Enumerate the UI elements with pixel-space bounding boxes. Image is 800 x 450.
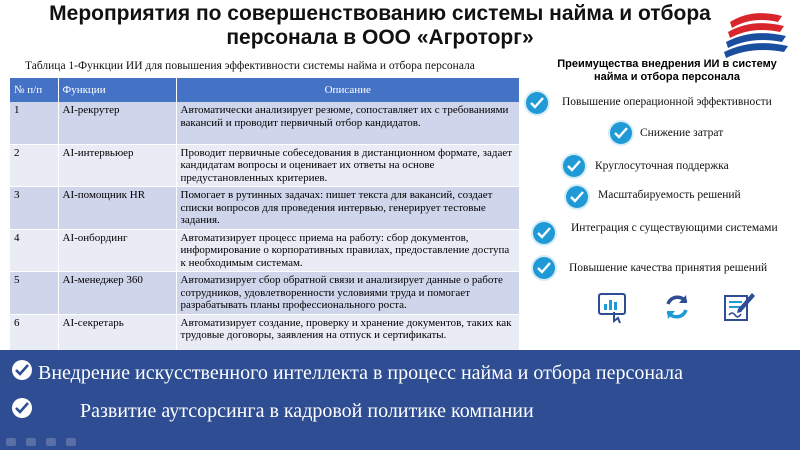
row-description: Автоматизирует создание, проверку и хранение документов, таких как трудовые договоры, заявления на отпуск и сертификаты. [176, 314, 520, 356]
row-function: AI-секретарь [58, 314, 176, 356]
row-function: AI-онбординг [58, 229, 176, 272]
company-logo [722, 6, 790, 60]
table-row [10, 229, 520, 272]
header-description: Описание [176, 78, 520, 102]
advantage-label: Снижение затрат [640, 127, 724, 139]
row-num: 2 [10, 144, 58, 187]
row-description: Помогает в рутинных задачах: пишет текста для вакансий, создает списки вопросов для проведения интервью, генерирует тестовые задания. [176, 187, 520, 230]
row-function: AI-менеджер 360 [58, 272, 176, 315]
table-header-row [10, 78, 520, 102]
row-description: Проводит первичные собеседования в дистанционном формате, задает кандидатам вопросы и оценивает их ответы на основе предустановленных критериев. [176, 144, 520, 187]
check-icon [533, 257, 555, 279]
header-num: № п/п [10, 78, 58, 102]
advantage-label: Масштабируемость решений [598, 189, 741, 201]
slide-controls[interactable] [6, 433, 82, 445]
advantage-label: Повышение качества принятия решений [569, 262, 768, 274]
more-icon[interactable] [66, 438, 76, 446]
check-icon [566, 186, 588, 208]
header-function: Функции [58, 78, 176, 102]
row-num: 5 [10, 272, 58, 315]
summary-item: Развитие аутсорсинга в кадровой политике компании [80, 400, 534, 422]
refresh-icon [660, 290, 694, 324]
row-num: 3 [10, 187, 58, 230]
row-num: 4 [10, 229, 58, 272]
check-icon [12, 360, 32, 380]
check-icon [533, 222, 555, 244]
advantages-title: Преимущества внедрения ИИ в систему найма и отбора персонала [557, 58, 777, 83]
slides-grid-icon[interactable] [46, 438, 56, 446]
table-row [10, 144, 520, 187]
row-function: AI-помощник HR [58, 187, 176, 230]
row-function: AI-интервьюер [58, 144, 176, 187]
check-icon [12, 398, 32, 418]
document-signing-icon [722, 290, 756, 324]
advantage-label: Круглосуточная поддержка [595, 160, 729, 172]
table-row [10, 187, 520, 230]
analytics-tablet-icon [596, 290, 630, 324]
check-icon [610, 122, 632, 144]
prev-slide-icon[interactable] [6, 438, 16, 446]
row-function: AI-рекрутер [58, 102, 176, 144]
row-num: 1 [10, 102, 58, 144]
feature-icons [590, 290, 770, 326]
check-icon [526, 92, 548, 114]
row-description: Автоматизирует сбор обратной связи и анализирует данные о работе сотрудников, удовлетворенности условиями труда и помогает разрабатывать планы профессионального роста. [176, 272, 520, 315]
table-caption: Таблица 1-Функции ИИ для повышения эффективности системы найма и отбора персонала [25, 60, 475, 72]
row-num: 6 [10, 314, 58, 356]
summary-item: Внедрение искусственного интеллекта в процесс найма и отбора персонала [38, 362, 683, 384]
table-row [10, 102, 520, 144]
check-icon [563, 155, 585, 177]
advantage-label: Интеграция с существующими системами [571, 222, 778, 234]
table-row [10, 272, 520, 315]
pen-icon[interactable] [26, 438, 36, 446]
row-description: Автоматизирует процесс приема на работу: сбор документов, информирование о корпоративных правилах, предоставление доступа к необходимым системам. [176, 229, 520, 272]
summary-bar [0, 350, 800, 450]
page-title: Мероприятия по совершенствованию системы найма и отбора персонала в ООО «Агроторг» [49, 2, 711, 49]
row-description: Автоматически анализирует резюме, сопоставляет их с требованиями вакансий и проводит первичный отбор кандидатов. [176, 102, 520, 144]
functions-table [10, 78, 520, 357]
advantage-label: Повышение операционной эффективности [562, 96, 772, 108]
